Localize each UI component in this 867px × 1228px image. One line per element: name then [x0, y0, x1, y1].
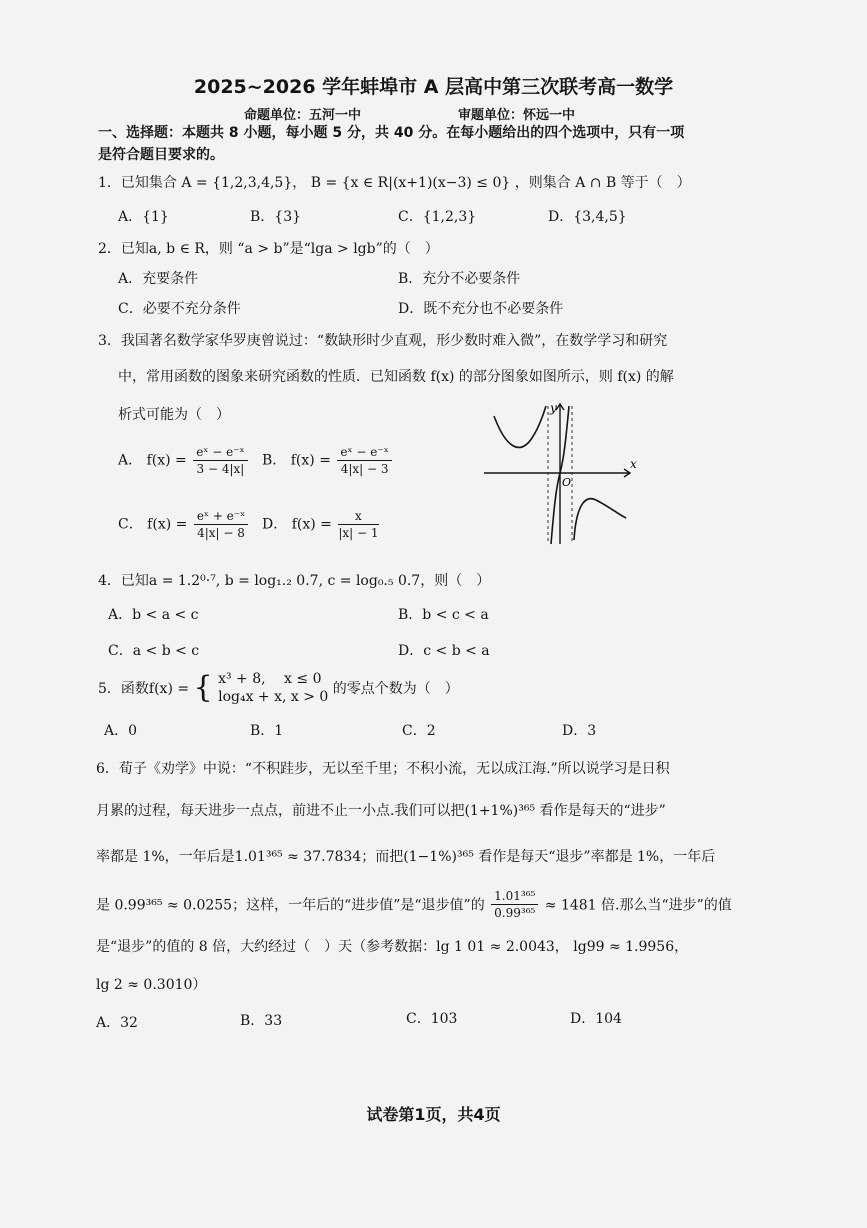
q3-option-b [262, 444, 394, 477]
q3-function-graph [480, 398, 640, 548]
question-6-line2: 月累的过程，每天进步一点点，前进不止一小点.我们可以把(1+1%)³⁶⁵ 看作是每天的“进步” [96, 803, 666, 819]
y-axis-label: y [550, 401, 557, 415]
q5-case-1: x³ + 8, x ≤ 0 [218, 671, 322, 687]
question-4-stem: 4．已知a = 1.2⁰·⁷, b = log₁.₂ 0.7, c = log₀.₅ 0.7，则（ ） [98, 573, 491, 589]
q6-option-d: D．104 [570, 1011, 622, 1027]
q3-option-a [118, 444, 250, 477]
q3-option-b-denominator: 4|x| − 3 [340, 462, 389, 476]
proposer-unit: 命题单位：五河一中 [244, 108, 362, 123]
q3-option-d-denominator: |x| − 1 [338, 526, 379, 540]
q3-option-d-label: D． [262, 516, 288, 533]
question-6-line6: lg 2 ≈ 0.3010） [96, 977, 207, 993]
q6-ratio-fraction [491, 888, 538, 921]
q6-ratio-denominator: 0.99³⁶⁵ [494, 906, 536, 920]
q3-option-d-numerator: x [338, 508, 378, 525]
piecewise-brace: { [193, 670, 213, 705]
question-1-stem: 1．已知集合 A = {1,2,3,4,5}， B = {x ∈ R|(x+1)(x−3) ≤ 0} ，则集合 A ∩ B 等于（ ） [98, 175, 691, 191]
q4-option-c: C．a < b < c [108, 643, 200, 659]
q3-option-c-label: C． [118, 516, 143, 533]
q6-ratio-numerator: 1.01³⁶⁵ [491, 888, 538, 905]
q5-option-a: A．0 [104, 723, 138, 739]
q3-option-c-numerator: eˣ + e⁻ˣ [194, 508, 248, 525]
q3-option-a-fraction [193, 444, 247, 477]
q6-option-a: A．32 [96, 1015, 138, 1031]
q3-option-b-fraction [337, 444, 391, 477]
q5-option-d: D．3 [562, 723, 597, 739]
x-axis-label: x [630, 457, 637, 471]
question-3-line2: 中，常用函数的图象来研究函数的性质．已知函数 f(x) 的部分图象如图所示，则 f(x) 的解 [118, 369, 674, 385]
q5-piecewise [218, 670, 328, 706]
section-heading-line1: 一、选择题：本题共 8 小题，每小题 5 分，共 40 分。在每小题给出的四个选项中，只有一项 [98, 125, 685, 141]
origin-label: O [562, 476, 572, 489]
question-5-stem [98, 670, 459, 706]
q4-option-b: B．b < c < a [398, 607, 489, 623]
q3-option-d [262, 508, 381, 541]
q6-line4-pre: 是 0.99³⁶⁵ ≈ 0.0255；这样，一年后的“进步值”是“退步值”的 [96, 897, 485, 914]
exam-title: 2025~2026 学年蚌埠市 A 层高中第三次联考高一数学 [193, 76, 674, 98]
question-6-line1: 6．荀子《劝学》中说：“不积跬步，无以至千里；不积小流，无以成江海.”所以说学习是日积 [96, 761, 670, 777]
q3-option-b-numerator: eˣ − e⁻ˣ [337, 444, 391, 461]
question-6-line4 [96, 888, 732, 921]
question-3-line1: 3．我国著名数学家华罗庚曾说过：“数缺形时少直观，形少数时难入微”，在数学学习和研究 [98, 333, 668, 349]
q5-case-2: log₄x + x, x > 0 [218, 689, 329, 705]
q5-prefix: 5．函数f(x) = [98, 681, 190, 697]
q5-option-c: C．2 [402, 723, 436, 739]
question-6-line5: 是“退步”的值的 8 倍，大约经过（ ）天（参考数据：lg 1 01 ≈ 2.0043， lg99 ≈ 1.9956， [96, 939, 689, 955]
q1-option-a: A．{1} [118, 209, 169, 225]
q4-option-a: A．b < a < c [108, 607, 199, 623]
q4-option-d: D．c < b < a [398, 643, 490, 659]
q3-option-d-lhs: f(x) = [291, 516, 332, 533]
page-footer: 试卷第1页，共4页 [366, 1105, 501, 1124]
q6-option-b: B．33 [240, 1013, 283, 1029]
reviewer-unit: 审题单位：怀远一中 [458, 108, 576, 123]
q5-suffix: 的零点个数为（ ） [332, 681, 459, 697]
q3-option-b-lhs: f(x) = [290, 452, 331, 469]
q3-option-a-numerator: eˣ − e⁻ˣ [193, 444, 247, 461]
q2-option-c: C．必要不充分条件 [118, 301, 241, 317]
q3-option-c [118, 508, 250, 541]
question-3-line3: 析式可能为（ ） [118, 407, 230, 423]
q3-option-d-fraction [338, 508, 378, 541]
q5-option-b: B．1 [250, 723, 284, 739]
left-branch [494, 406, 546, 447]
q3-option-a-denominator: 3 − 4|x| [196, 462, 245, 476]
q2-option-b: B．充分不必要条件 [398, 271, 521, 287]
question-2-stem: 2．已知a, b ∈ R，则 “a > b”是“lga > lgb”的（ ） [98, 241, 439, 257]
q3-option-c-fraction [194, 508, 248, 541]
q3-option-a-label: A． [118, 452, 143, 469]
right-branch [574, 499, 626, 540]
q3-option-a-lhs: f(x) = [146, 452, 187, 469]
q1-option-c: C．{1,2,3} [398, 209, 477, 225]
question-6-line3: 率都是 1%，一年后是1.01³⁶⁵ ≈ 37.7834；而把(1−1%)³⁶⁵ 看作是每天“退步”率都是 1%，一年后 [96, 849, 716, 865]
q3-option-b-label: B． [262, 452, 287, 469]
q2-option-d: D．既不充分也不必要条件 [398, 301, 564, 317]
q6-line4-post: ≈ 1481 倍.那么当“进步”的值 [544, 897, 732, 914]
q1-option-b: B．{3} [250, 209, 302, 225]
q6-option-c: C．103 [406, 1011, 458, 1027]
section-heading-line2: 是符合题目要求的。 [98, 147, 224, 163]
q1-option-d: D．{3,4,5} [548, 209, 627, 225]
q3-option-c-denominator: 4|x| − 8 [197, 526, 245, 540]
q2-option-a: A．充要条件 [118, 271, 199, 287]
q3-option-c-lhs: f(x) = [147, 516, 188, 533]
